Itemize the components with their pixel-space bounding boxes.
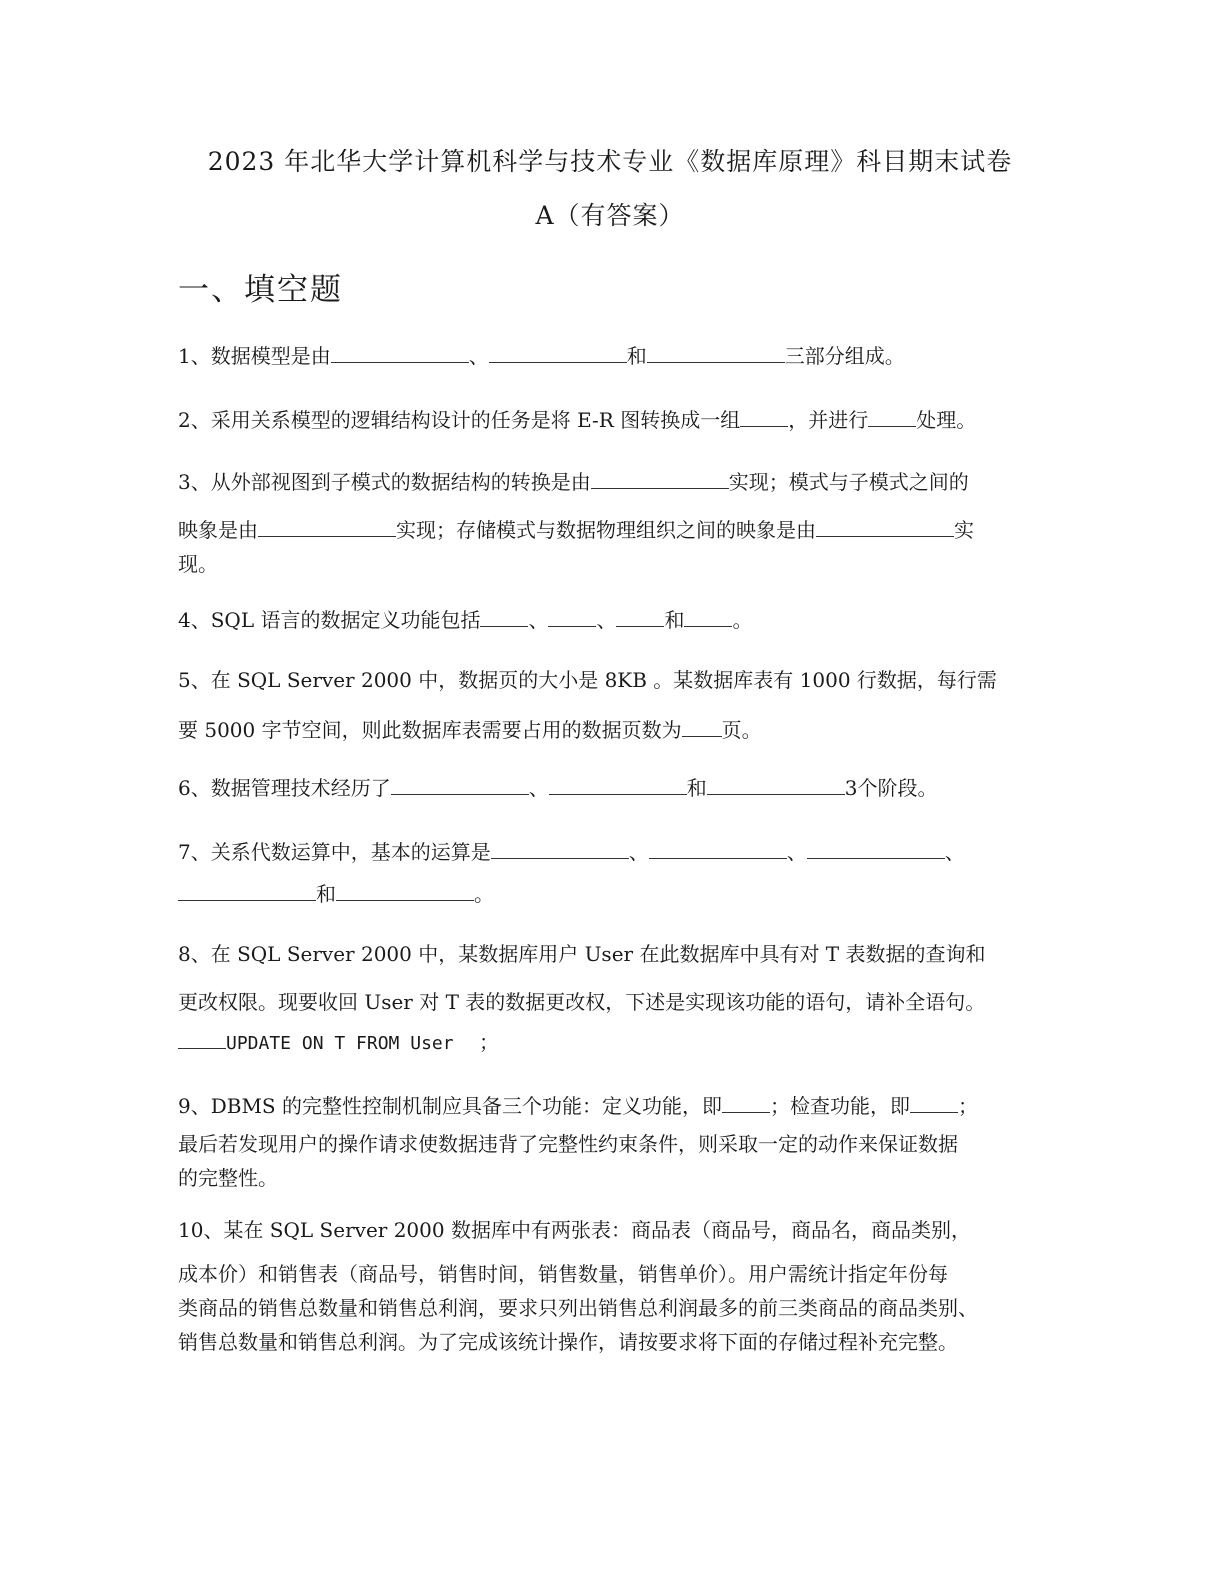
- answer-blank: [722, 1090, 770, 1113]
- question-3-line-3: 现。: [178, 552, 218, 576]
- question-8-line-3: UPDATE ON T FROM User ；: [178, 1026, 499, 1058]
- answer-blank: [480, 604, 528, 627]
- answer-blank: [331, 340, 469, 363]
- question-7-line-2: 和 。: [178, 878, 494, 908]
- question-10-line-1: 10、某在 SQL Server 2000 数据库中有两张表：商品表（商品号，商品名，商品类别，: [178, 1218, 971, 1242]
- question-1: 1、数据模型是由 、 和 三部分组成。: [178, 340, 905, 370]
- question-9-line-2: 最后若发现用户的操作请求使数据违背了完整性约束条件，则采取一定的动作来保证数据: [178, 1132, 958, 1156]
- question-8-line-2: 更改权限。现要收回 User 对 T 表的数据更改权，下述是实现该功能的语句，请补全语句。: [178, 990, 986, 1014]
- question-4: 4、SQL 语言的数据定义功能包括 、 、 和 。: [178, 604, 752, 634]
- question-10-line-3: 类商品的销售总数量和销售总利润，要求只列出销售总利润最多的前三类商品的商品类别、: [178, 1296, 978, 1320]
- answer-blank: [549, 772, 687, 795]
- answer-blank: [489, 340, 627, 363]
- question-10-line-4: 销售总数量和销售总利润。为了完成该统计操作，请按要求将下面的存储过程补充完整。: [178, 1330, 958, 1354]
- answer-blank: [684, 604, 732, 627]
- answer-blank: [740, 404, 788, 427]
- answer-blank: [868, 404, 916, 427]
- answer-blank: [258, 514, 396, 537]
- answer-blank: [649, 836, 787, 859]
- answer-blank: [336, 878, 474, 901]
- answer-blank: [647, 340, 785, 363]
- answer-blank: [178, 1026, 226, 1049]
- question-5-line-2: 要 5000 字节空间，则此数据库表需要占用的数据页数为 页。: [178, 714, 762, 744]
- exam-title-line-1: 2023 年北华大学计算机科学与技术专业《数据库原理》科目期末试卷: [207, 147, 1013, 176]
- question-9-line-3: 的完整性。: [178, 1166, 278, 1190]
- question-7-line-1: 7、关系代数运算中，基本的运算是 、 、 、: [178, 836, 965, 866]
- answer-blank: [591, 466, 729, 489]
- question-9-line-1: 9、DBMS 的完整性控制机制应具备三个功能：定义功能，即 ；检查功能，即 ；: [178, 1090, 978, 1120]
- question-3-line-2: 映象是由 实现；存储模式与数据物理组织之间的映象是由 实: [178, 514, 974, 544]
- question-2: 2、采用关系模型的逻辑结构设计的任务是将 E-R 图转换成一组 ，并进行 处理。: [178, 404, 976, 434]
- answer-blank: [491, 836, 629, 859]
- answer-blank: [816, 514, 954, 537]
- section-heading-fill-in-blank: 一、填空题: [178, 272, 343, 308]
- question-3-line-1: 3、从外部视图到子模式的数据结构的转换是由 实现；模式与子模式之间的: [178, 466, 969, 496]
- answer-blank: [178, 878, 316, 901]
- exam-title-line-2: A（有答案）: [535, 201, 685, 230]
- answer-blank: [707, 772, 845, 795]
- question-10-line-2: 成本价）和销售表（商品号，销售时间，销售数量，销售单价）。用户需统计指定年份每: [178, 1262, 948, 1286]
- answer-blank: [682, 714, 722, 737]
- question-8-line-1: 8、在 SQL Server 2000 中，某数据库用户 User 在此数据库中具有对 T 表数据的查询和: [178, 942, 986, 966]
- question-5-line-1: 5、在 SQL Server 2000 中，数据页的大小是 8KB 。某数据库表有 1000 行数据，每行需: [178, 668, 997, 692]
- answer-blank: [548, 604, 596, 627]
- answer-blank: [807, 836, 945, 859]
- answer-blank: [616, 604, 664, 627]
- answer-blank: [910, 1090, 958, 1113]
- question-6: 6、数据管理技术经历了 、 和 3个阶段。: [178, 772, 937, 802]
- answer-blank: [391, 772, 529, 795]
